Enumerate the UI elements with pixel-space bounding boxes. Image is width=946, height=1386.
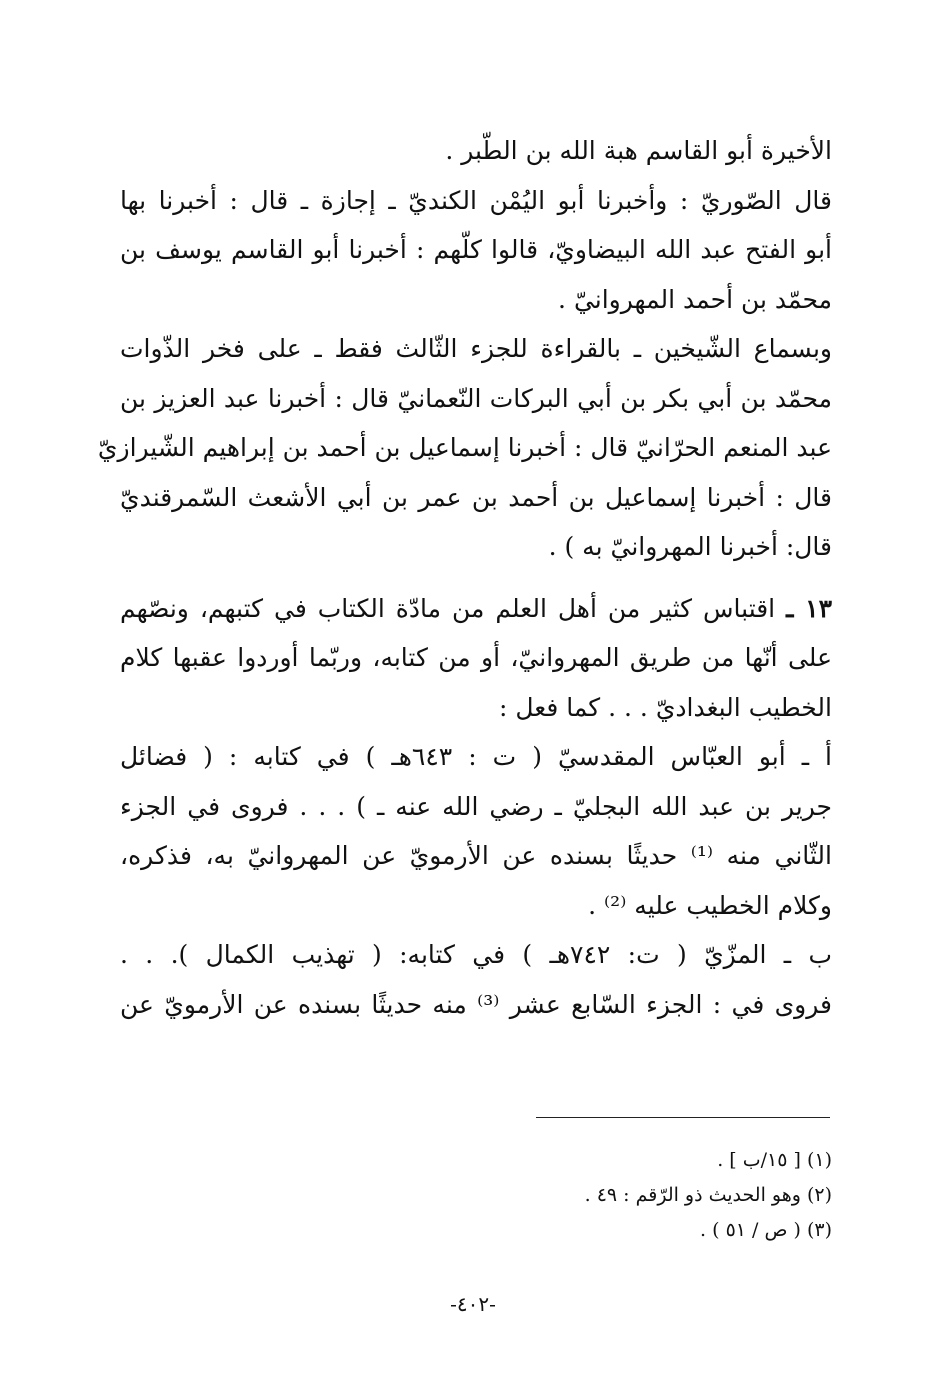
page-number: -٤٠٢- bbox=[450, 1292, 496, 1316]
text-line: وبسماع الشّيخين ـ بالقراءة للجزء الثّالث فقط ـ على فخر الذّوات bbox=[120, 334, 832, 363]
footnote: (٢) وهو الحديث ذو الرّقم : ٤٩ . bbox=[584, 1184, 832, 1206]
main-text bbox=[97, 126, 833, 1029]
text-line: أبو الفتح عبد الله البيضاويّ، قالوا كلّهم : أخبرنا أبو القاسم يوسف بن bbox=[120, 235, 832, 264]
text-line: محمّد بن أحمد المهروانيّ . bbox=[558, 284, 832, 314]
text-line: قال: أخبرنا المهروانيّ به ) . bbox=[548, 532, 832, 561]
text-line: فروى في : الجزء السّابع عشر ⁽³⁾ منه حديثًا بسنده عن الأرمويّ عن bbox=[120, 989, 832, 1019]
text-line: الخطيب البغداديّ . . . كما فعل : bbox=[498, 692, 832, 722]
text-line: وكلام الخطيب عليه ⁽²⁾ . bbox=[588, 890, 832, 920]
text-line: ب ـ المزّيّ ( ت: ٧٤٢هـ ) في كتابه: ( تهذيب الكمال ). . . bbox=[120, 940, 833, 969]
section-number: ١٣ ـ bbox=[786, 593, 833, 623]
text-line: الأخيرة أبو القاسم هبة الله بن الطّبر . bbox=[445, 136, 832, 165]
footnote: (٣) ( ص / ٥١ ) . bbox=[700, 1219, 832, 1241]
text-line: الثّاني منه ⁽¹⁾ حديثًا بسنده عن الأرمويّ عن المهروانيّ به، فذكره، bbox=[120, 841, 832, 870]
footnote: (١) [ ١٥/ب ] . bbox=[717, 1149, 832, 1171]
text-line bbox=[120, 584, 832, 634]
section-text: اقتباس كثير من أهل العلم من مادّة الكتاب في كتبهم، ونصّهم bbox=[120, 593, 776, 623]
footnote-divider bbox=[536, 1117, 830, 1118]
paragraph-gap bbox=[120, 572, 832, 584]
text-line: على أنّها من طريق المهروانيّ، أو من كتابه، وربّما أوردوا عقبها كلام bbox=[120, 643, 832, 672]
text-line: أ ـ أبو العبّاس المقدسيّ ( ت : ٦٤٣هـ ) في كتابه : ( فضائل bbox=[120, 742, 832, 771]
text-line: قال الصّوريّ : وأخبرنا أبو اليُمْن الكنديّ ـ إجازة ـ قال : أخبرنا بها bbox=[120, 185, 832, 215]
text-line: جرير بن عبد الله البجليّ ـ رضي الله عنه ـ ) . . . فروى في الجزء bbox=[120, 791, 832, 821]
text-line: قال : أخبرنا إسماعيل بن أحمد بن عمر بن أبي الأشعث السّمرقنديّ bbox=[120, 482, 832, 512]
footnotes bbox=[460, 1143, 832, 1248]
text-line: محمّد بن أبي بكر بن أبي البركات النّعمانيّ قال : أخبرنا عبد العزيز بن bbox=[120, 383, 832, 413]
text-line: عبد المنعم الحرّانيّ قال : أخبرنا إسماعيل بن أحمد بن إبراهيم الشّيرازيّ bbox=[97, 433, 832, 462]
